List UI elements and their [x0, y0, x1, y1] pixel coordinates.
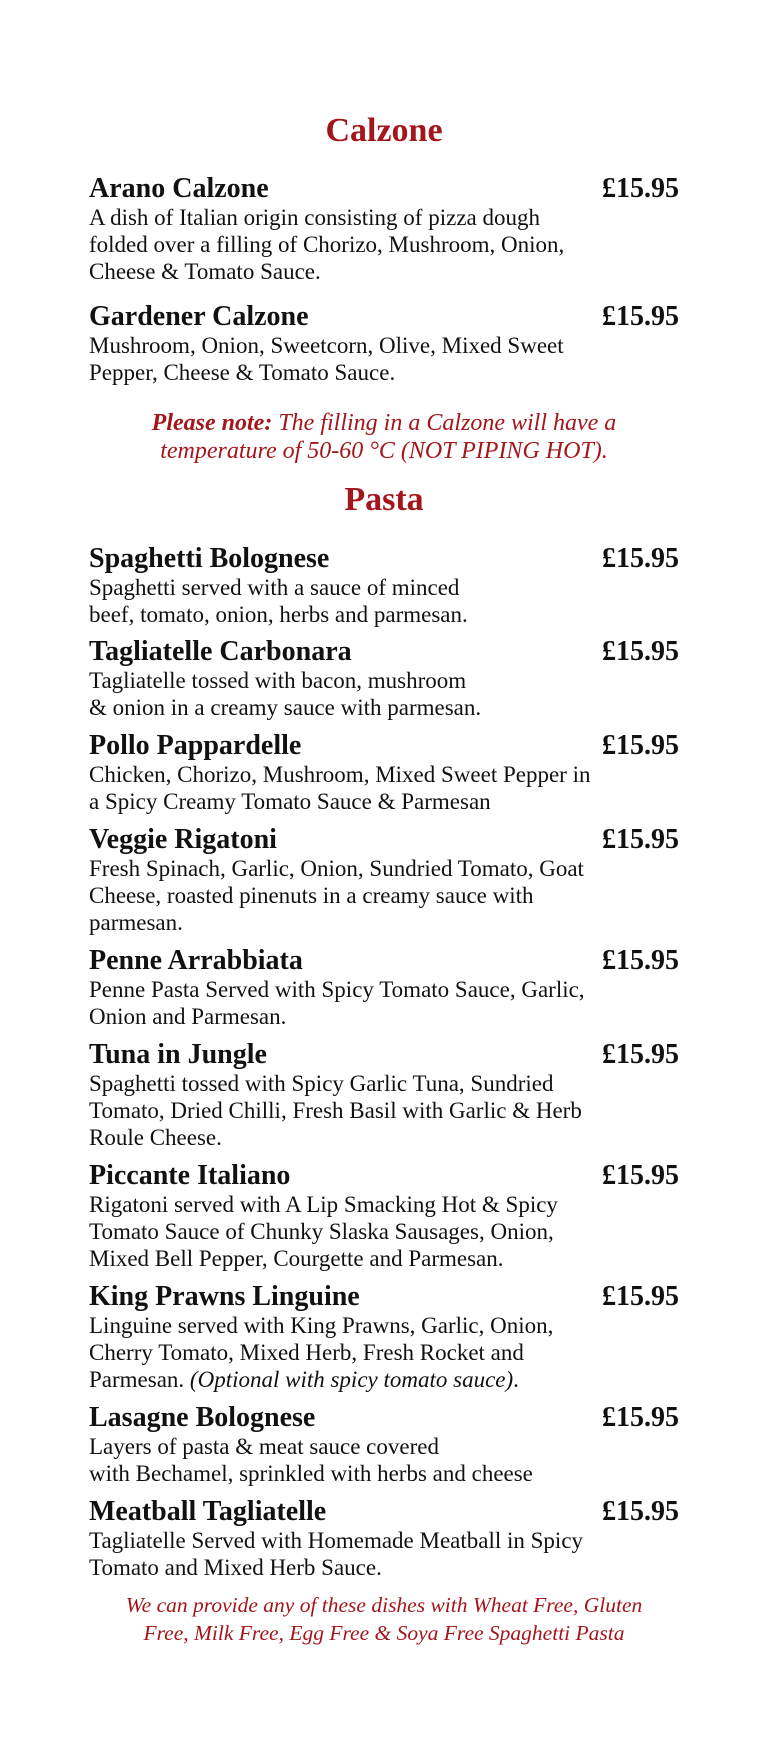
item-description: Spaghetti tossed with Spicy Garlic Tuna, Sundried Tomato, Dried Chilli, Fresh Basil with Garlic & Herb Roule Cheese.: [89, 1071, 582, 1150]
item-price: £15.95: [602, 636, 679, 667]
item-description: A dish of Italian origin consisting of pizza dough folded over a filling of Chorizo, Mushroom, Onion, Cheese & Tomato Sauce.: [89, 205, 565, 284]
item-description: Layers of pasta & meat sauce covered with Bechamel, sprinkled with herbs and cheese: [89, 1434, 533, 1486]
item-name: Penne Arrabbiata: [89, 945, 303, 976]
menu-item-tuna-in-jungle: [89, 1040, 679, 1151]
menu-item-arano-calzone: [89, 174, 679, 285]
pasta-title: Pasta: [344, 481, 424, 518]
item-name: Tuna in Jungle: [89, 1039, 267, 1070]
menu-item-lasagne-bolognese: [89, 1403, 679, 1487]
menu-item-king-prawns-linguine: [89, 1282, 679, 1393]
menu-item-pollo-pappardelle: [89, 731, 679, 815]
item-description: Tagliatelle Served with Homemade Meatball in Spicy Tomato and Mixed Herb Sauce.: [89, 1528, 584, 1580]
item-description: Penne Pasta Served with Spicy Tomato Sauce, Garlic, Onion and Parmesan.: [89, 977, 585, 1029]
item-price: £15.95: [602, 1402, 679, 1433]
item-description: Tagliatelle tossed with bacon, mushroom & onion in a creamy sauce with parmesan.: [89, 668, 482, 720]
item-description: Mushroom, Onion, Sweetcorn, Olive, Mixed Sweet Pepper, Cheese & Tomato Sauce.: [89, 333, 564, 385]
item-name: Veggie Rigatoni: [89, 824, 277, 855]
item-price: £15.95: [602, 730, 679, 761]
item-description: Rigatoni served with A Lip Smacking Hot & Spicy Tomato Sauce of Chunky Slaska Sausages, Onion, Mixed Bell Pepper, Courgette and Parmesan.: [89, 1192, 558, 1271]
menu-item-tagliatelle-carbonara: [89, 637, 679, 721]
item-name: Meatball Tagliatelle: [89, 1496, 327, 1527]
menu-item-piccante-italiano: [89, 1161, 679, 1272]
menu-item-gardener-calzone: [89, 302, 679, 386]
item-name: Lasagne Bolognese: [89, 1402, 316, 1433]
calzone-title: Calzone: [325, 112, 443, 149]
item-price: £15.95: [602, 824, 679, 855]
item-price: £15.95: [602, 173, 679, 204]
item-name: King Prawns Linguine: [89, 1281, 360, 1312]
menu-item-meatball-tagliatelle: [89, 1497, 679, 1581]
dietary-options-note: We can provide any of these dishes with Wheat Free, Gluten Free, Milk Free, Egg Free & Soya Free Spaghetti Pasta: [125, 1593, 643, 1645]
menu-item-veggie-rigatoni: [89, 825, 679, 936]
item-description-end: .: [513, 1367, 519, 1392]
item-description: Spaghetti served with a sauce of minced beef, tomato, onion, herbs and parmesan.: [89, 575, 468, 627]
menu-item-penne-arrabbiata: [89, 946, 679, 1030]
item-price: £15.95: [602, 1160, 679, 1191]
item-name: Tagliatelle Carbonara: [89, 636, 352, 667]
item-name: Piccante Italiano: [89, 1160, 291, 1191]
menu-item-spaghetti-bolognese: [89, 544, 679, 628]
item-price: £15.95: [602, 945, 679, 976]
item-price: £15.95: [602, 1496, 679, 1527]
item-name: Gardener Calzone: [89, 301, 309, 332]
item-description: Fresh Spinach, Garlic, Onion, Sundried Tomato, Goat Cheese, roasted pinenuts in a creamy sauce with parmesan.: [89, 856, 584, 935]
item-price: £15.95: [602, 543, 679, 574]
calzone-temperature-note: [0, 409, 768, 465]
item-description-main: Linguine served with King Prawns, Garlic, Onion, Cherry Tomato, Mixed Herb, Fresh Rocket and Parmesan.: [89, 1313, 554, 1392]
note-label: Please note:: [151, 410, 273, 436]
item-description-optional: (Optional with spicy tomato sauce): [184, 1367, 514, 1392]
note-text: The filling in a Calzone will have a temperature of 50-60 °C (NOT PIPING HOT).: [160, 410, 617, 464]
item-name: Pollo Pappardelle: [89, 730, 302, 761]
item-description: Chicken, Chorizo, Mushroom, Mixed Sweet Pepper in a Spicy Creamy Tomato Sauce & Parmesan: [89, 762, 591, 814]
item-price: £15.95: [602, 301, 679, 332]
item-price: £15.95: [602, 1039, 679, 1070]
item-price: £15.95: [602, 1281, 679, 1312]
item-name: Arano Calzone: [89, 173, 269, 204]
item-name: Spaghetti Bolognese: [89, 543, 330, 574]
item-description: [89, 1312, 679, 1393]
